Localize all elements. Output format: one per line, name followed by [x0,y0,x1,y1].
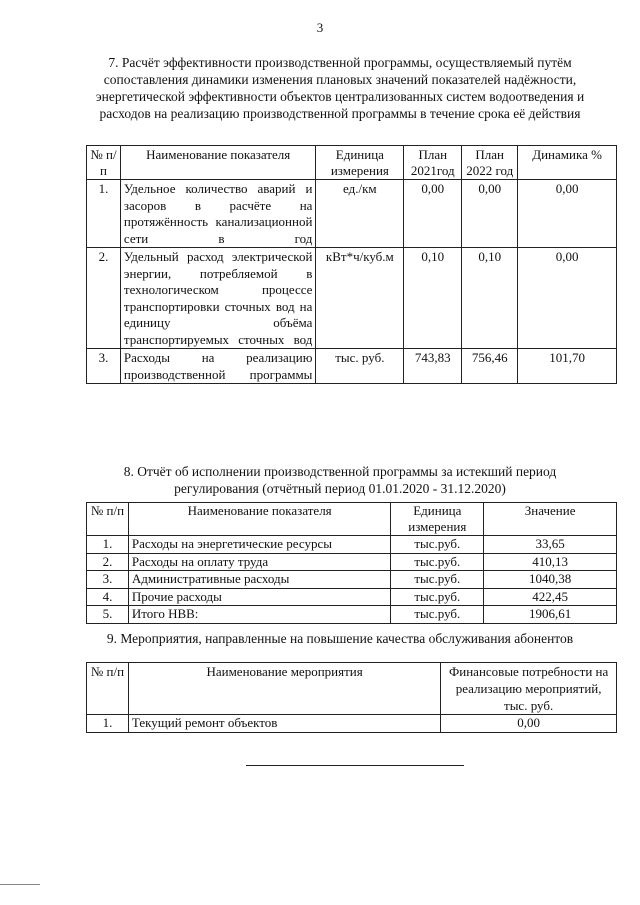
row-dynamics: 0,00 [518,180,617,248]
row-number: 1. [87,715,129,733]
row-measure-name: Текущий ремонт объектов [128,715,440,733]
row-indicator-name: Итого НВВ: [128,606,390,624]
row-unit: ед./км [316,180,404,248]
row-indicator-name: Прочие расходы [128,588,390,606]
row-plan-2022: 756,46 [462,349,518,384]
page-number: 3 [316,20,324,35]
row-number: 5. [87,606,129,624]
row-plan-2022: 0,10 [462,248,518,349]
section-7-title: 7. Расчёт эффективности производственной программы, осуществляемый путём сопоставления динамики изменения плановых значений показателей надёжности, энергетической эффективности объектов централизованных систем водоотведения и расходов на реализацию производственной программы в течение срока её действия [95,55,585,121]
row-number: 3. [87,571,129,589]
header-number: № п/п [87,146,121,180]
table-header-row [87,663,617,715]
measures-table [86,662,617,733]
header-number: № п/п [87,663,129,715]
header-measure-name: Наименование мероприятия [128,663,440,715]
section-8-title: 8. Отчёт об исполнении производственной программы за истекший период регулирования (отчётный период 01.01.2020 - 31.12.2020) [123,464,557,496]
table-row [87,571,617,589]
end-divider-line [246,765,464,766]
table-row [87,715,617,733]
row-unit: тыс.руб. [391,606,484,624]
row-indicator-name: Административные расходы [128,571,390,589]
row-value: 33,65 [484,536,617,554]
table-row [87,588,617,606]
efficiency-table [86,145,617,384]
table-header-row [87,146,617,180]
row-indicator-name: Удельный расход электрической энергии, потребляемой в технологическом процессе транспортировки сточных вод на единицу объёма транспортируемых сточных вод [120,248,316,349]
row-unit: тыс.руб. [391,553,484,571]
row-number: 1. [87,180,121,248]
row-plan-2021: 0,10 [404,248,462,349]
row-plan-2021: 0,00 [404,180,462,248]
row-unit: кВт*ч/куб.м [316,248,404,349]
row-indicator-name: Расходы на реализацию производственной программы [120,349,316,384]
row-unit: тыс.руб. [391,536,484,554]
row-value: 1906,61 [484,606,617,624]
row-unit: тыс.руб. [391,588,484,606]
row-unit: тыс.руб. [391,571,484,589]
header-value: Значение [484,503,617,536]
row-unit: тыс. руб. [316,349,404,384]
row-number: 2. [87,248,121,349]
header-unit: Единица измерения [316,146,404,180]
scan-edge-mark [0,884,40,885]
row-value: 422,45 [484,588,617,606]
row-number: 1. [87,536,129,554]
header-unit: Единица измерения [391,503,484,536]
table-row [87,248,617,349]
header-plan-2021: План 2021год [404,146,462,180]
row-indicator-name: Расходы на оплату труда [128,553,390,571]
row-dynamics: 101,70 [518,349,617,384]
row-plan-2022: 0,00 [462,180,518,248]
row-financial-value: 0,00 [441,715,617,733]
section-9-title: 9. Мероприятия, направленные на повышение качества обслуживания абонентов [106,631,574,646]
row-indicator-name: Удельное количество аварий и засоров в расчёте на протяжённость канализационной сети в год [120,180,316,248]
program-execution-table [86,502,617,624]
row-indicator-name: Расходы на энергетические ресурсы [128,536,390,554]
header-indicator-name: Наименование показателя [128,503,390,536]
header-dynamics: Динамика % [518,146,617,180]
row-value: 1040,38 [484,571,617,589]
row-number: 3. [87,349,121,384]
row-number: 4. [87,588,129,606]
header-indicator-name: Наименование показателя [120,146,316,180]
table-row [87,606,617,624]
table-row [87,349,617,384]
row-plan-2021: 743,83 [404,349,462,384]
row-dynamics: 0,00 [518,248,617,349]
header-plan-2022: План 2022 год [462,146,518,180]
table-row [87,180,617,248]
row-value: 410,13 [484,553,617,571]
table-row [87,536,617,554]
table-header-row [87,503,617,536]
header-number: № п/п [87,503,129,536]
row-number: 2. [87,553,129,571]
header-financial-needs: Финансовые потребности на реализацию мероприятий, тыс. руб. [441,663,617,715]
table-row [87,553,617,571]
